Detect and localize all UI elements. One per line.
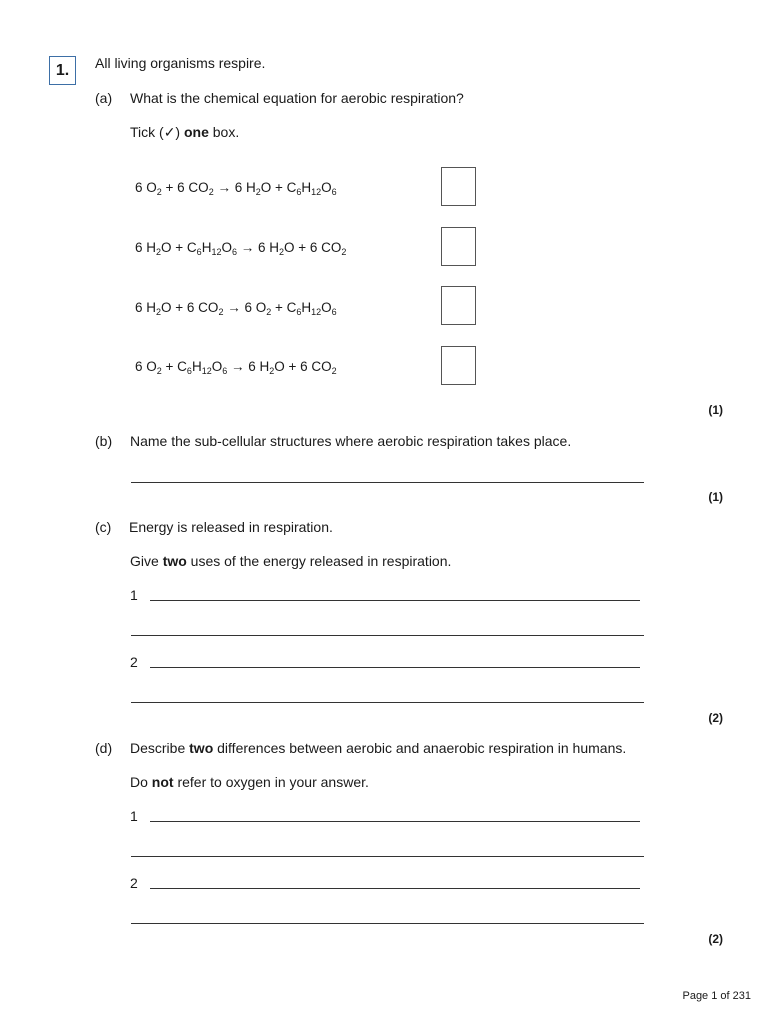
part-d-instruction: Do not refer to oxygen in your answer.: [130, 774, 369, 790]
answer-line-c2b[interactable]: [131, 702, 644, 703]
answer-line-d1b[interactable]: [131, 856, 644, 857]
part-d-question: Describe two differences between aerobic and anaerobic respiration in humans.: [130, 740, 627, 756]
marks-part-a: (1): [708, 403, 723, 417]
marks-part-b: (1): [708, 490, 723, 504]
equation-option-1: 6 $O_2 + 6$ $CO_2 \to 6$ $H_2O + C_6H_{12}O_6$: [135, 180, 337, 197]
answer-line-b[interactable]: [131, 482, 644, 483]
answer-line-c1b[interactable]: [131, 635, 644, 636]
equation-option-4: 6 $O_2 + C_6H_{12}O_6 \to 6$ $H_2O + 6$ $CO_2$: [135, 359, 337, 376]
answer-line-d2b[interactable]: [131, 923, 644, 924]
answer-line-d1a[interactable]: [150, 821, 640, 822]
answer-line-d2a[interactable]: [150, 888, 640, 889]
answer-line-c2a[interactable]: [150, 667, 640, 668]
part-d-label: (d): [95, 740, 113, 756]
part-c-statement: Energy is released in respiration.: [129, 519, 333, 535]
equation-option-3: 6 $H_2O + 6$ $CO_2 \to 6$ $O_2 + C_6H_{12}O_6$: [135, 300, 337, 317]
page-footer: Page 1 of 231: [682, 990, 751, 1002]
answer-line-c1a[interactable]: [150, 600, 640, 601]
tick-box-2[interactable]: [441, 227, 476, 266]
answer-number-c1: 1: [130, 587, 138, 603]
part-b-question: Name the sub-cellular structures where aerobic respiration takes place.: [130, 433, 572, 449]
marks-part-c: (2): [708, 711, 723, 725]
tick-instruction: Tick (✓) one box.: [130, 124, 240, 140]
part-a-label: (a): [95, 90, 113, 106]
answer-number-c2: 2: [130, 654, 138, 670]
part-b-label: (b): [95, 433, 113, 449]
part-a-question: What is the chemical equation for aerobic respiration?: [130, 90, 464, 106]
part-c-question: Give two uses of the energy released in respiration.: [130, 553, 452, 569]
answer-number-d1: 1: [130, 808, 138, 824]
tick-box-3[interactable]: [441, 286, 476, 325]
answer-number-d2: 2: [130, 875, 138, 891]
part-c-label: (c): [95, 519, 112, 535]
marks-part-d: (2): [708, 932, 723, 946]
question-intro: All living organisms respire.: [95, 55, 266, 71]
tick-box-1[interactable]: [441, 167, 476, 206]
question-number: 1.: [49, 56, 76, 85]
equation-option-2: 6 $H_2O + C_6H_{12}O_6 \to 6$ $H_2O + 6$ $CO_2$: [135, 240, 347, 257]
tick-box-4[interactable]: [441, 346, 476, 385]
